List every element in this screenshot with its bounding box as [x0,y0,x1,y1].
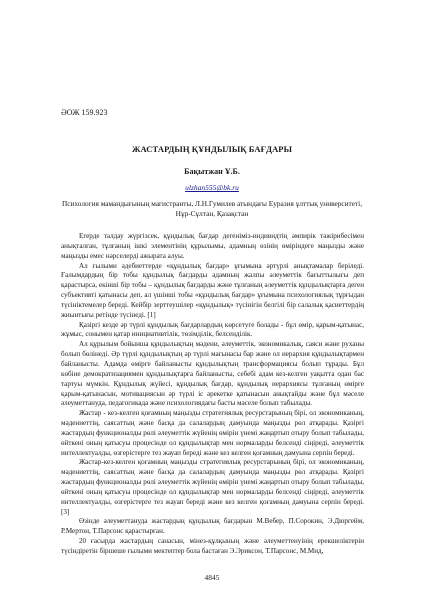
body-paragraph: Қазіргі кезде әр түрлі құндылық бағдарлардың көрсетуге болады - бұл өмір, қарым-қатынас, жұмыс, сонымен қатар инициативтілік, төзімділік, белсенділік. [61,320,364,339]
udc-code: ӘОЖ 159.923 [61,108,108,117]
body-paragraph: Егерде талдау жүргізсек, құндылық бағдар дегеніміз-индивидтің әмпирік тәжірибесімен анықталған, тұлғаның ішкі элементінің құрылымы, адамның өзінің өміріндеге маңызды және маңызды емес нәрселерді ажырата алуы. [61,232,364,260]
author-name: Бақытжан Ұ.Б. [184,167,240,176]
body-paragraph: Ал ғылыми әдебиеттерде «құндылық бағдар» ұғымына әртүрлі анықтамалар беріледі. Ғалымдардың бір тобы құндылық бағдарды адамның жалпы әлеуметтік бағыттылығы деп қарастырса, екінші бір тобы – құндылық бағдарды және тұлғаның әлеуметтік құндылықтарға деген субъективті қатынасы деп, ал үшінші тобы «құндылық бағдар» ұғымына психологиялық тұрғыдан түсініктемелер береді. Кейбір зерттеушілер «құндылық» түсінігін белгілі бір салалық қасиеттердің жиынтығы ретінде түсінеді. [1] [61,261,364,319]
body-paragraph: Жастар-кез-келген қоғамның маңызды стратегиялық ресурстарының бірі, ол экономиканың, мәдениеттің, саясаттың және басқа да салалардың дамуында маңызды рөл атқарады. Қазіргі жастардың функционалды рөлі әлеуметтік жүйенің өмірін үнемі жаңартып отыру болып табылады, өйткені оның қатысуы процесінде ол құндылықтар мен нормаларды белсенді сіңіреді, әлеуметтік интеллектуалды, өзгерістерге тез жауап береді және кез келген қоғамның дамуына серпін береді. [3] [61,458,364,516]
paper-body [61,232,364,557]
body-paragraph: Өзінде әлеуметтануда жастардың құндылық бағдарын М.Вебер, П.Сорокин, Э.Дюргейм, Р.Мертон, Т.Парсонс қарастырған. [61,517,364,536]
author-email-link[interactable]: ulzhan555@bk.ru [185,183,239,192]
author-affiliation: Психология мамандығының магистранты, Л.Н.Гумилев атындағы Еуразия ұлттық университеті, Нұр-Сұлтан, Қазақстан [61,199,363,218]
body-paragraph: Ал құрылым бойынша құндылықтың мәдени, әлеуметтік, экономикалық, саяси және руханы болып бөлінеді. Әр түрлі құндылықтың әр түрлі мағынасы бар және ол иерархия құндылықтармен байланысты. Адамда өмірге байланысты құндылықтың трансформациясы болып тұрады. Бұл көбіне демократизациямен құндылықтарға байланысты, себебі адам кез-келген уақытта одан бас тартуы мүмкін. Құндылық жүйесі, құндылық бағдар, құндылық иерархиясы тұлғаның өміргe қарым-қатынасын, мотивациясын әр түрлі іс әрекетке қатынасын анықтайды және бұл мәселе әлеуметтануда, педагогикада және психологиядағы басты мәселе болып табылады. [61,340,364,408]
page-number: 4845 [204,573,220,582]
body-paragraph: Жастар - кез-келген қоғамның маңызды стратегиялық ресурстарының бірі, ол экономиканың, мәдениеттің, саясаттың және басқа да салалардың дамуында маңызды рөл атқарады. Қазіргі жастардың функционалды рөлі әлеуметтік жүйенің өмірін үнемі жаңартып отыру болып табылады, өйткені оның қатысуы процесінде ол құндылықтар мен нормаларды белсенді сіңіреді, әлеуметтік интеллектуалды, өзгерістерге тез жауап береді және кез келген қоғамның дамуына серпін береді. [61,409,364,457]
body-paragraph: 20 ғасырда жастардың санасын, мінез-құлқының және әлеуметтенуінің ерекшеліктерін түсіндіретін біршеше ғылыми мектептер бола бастаған Э.Эриксон, Т.Парсонс, М.Мид, [61,537,364,555]
paper-title: ЖАСТАРДЫҢ ҚҰНДЫЛЫҚ БАҒДАРЫ [131,144,293,154]
